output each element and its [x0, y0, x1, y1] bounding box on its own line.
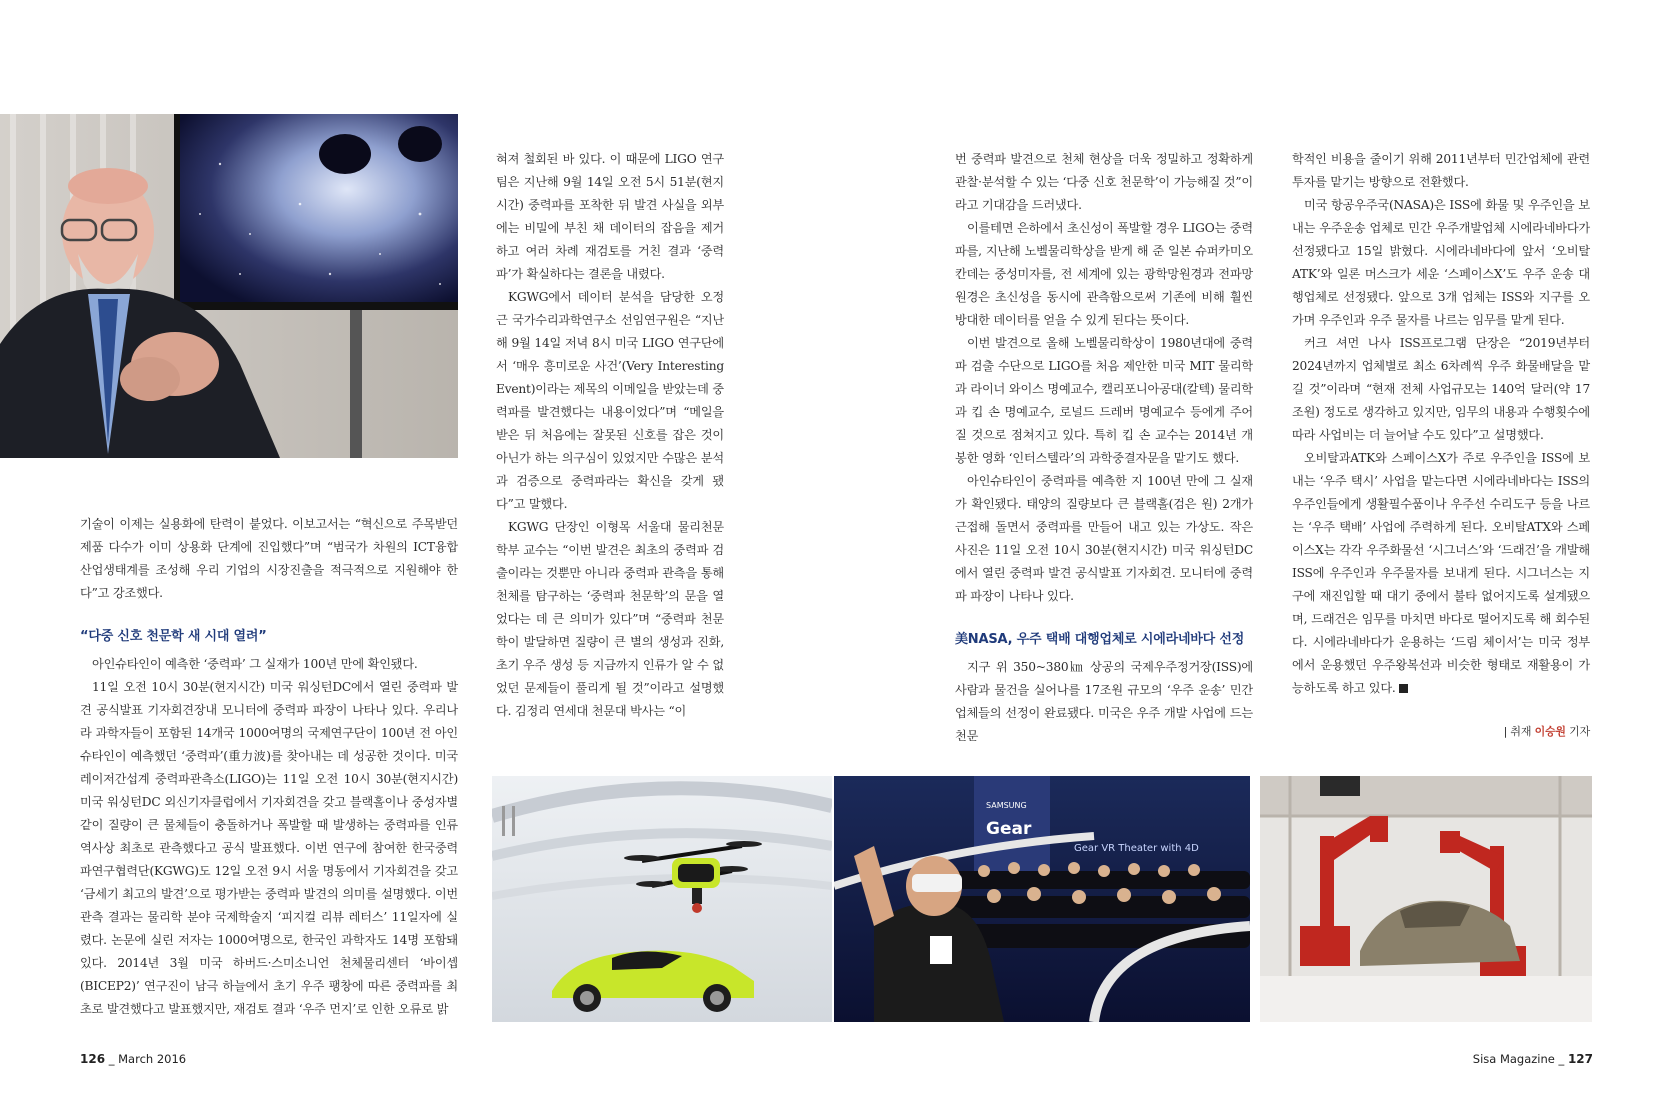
byline-label: | 취재 [1503, 725, 1532, 738]
left-folio [80, 1052, 186, 1066]
left-page-number: 126 [80, 1052, 106, 1066]
byline [1292, 720, 1590, 743]
section-subhead-gravitational-waves: “다중 신호 천문학 새 시대 열려” [80, 629, 267, 644]
article-paragraph: 혀져 철회된 바 있다. 이 때문에 LIGO 연구팀은 지난해 9월 14일 오전 5시 51분(현지시간) 중력파를 포착한 뒤 발견 사실을 외부에는 비밀에 부친 채 데이터의 잡음을 제거하고 여러 차례 재검토를 거친 결과 ‘중력파’가 확실하다는 결론을 내렸다. [496, 152, 724, 281]
article-paragraph: KGWG 단장인 이형목 서울대 물리천문학부 교수는 “이번 발견은 최초의 중력파 검출이라는 것뿐만 아니라 중력파 관측을 통해 천체를 탐구하는 ‘중력파 천문학’의 문을 열었다는 데 큰 의미가 있다”며 “중력파 천문학이 발달하면 질량이 큰 별의 생성과 진화, 초기 우주 생성 등 지금까지 인류가 알 수 없었던 문제들이 풀리게 될 것”이라고 설명했다. 김정리 연세대 천문대 박사는 “이 [496, 520, 724, 718]
left-column-2 [496, 148, 724, 723]
article-paragraph: 미국 항공우주국(NASA)은 ISS에 화물 및 우주인을 보내는 우주운송 업체로 민간 우주개발업체 시에라네바다가 선정됐다고 15일 밝혔다. 시에라네바다에 앞서 ‘오비탈ATK’와 일론 머스크가 세운 ‘스페이스X’도 우주 운송 대행업체로 선정됐다. 앞으로 3개 업체는 ISS와 지구를 오가며 우주인과 우주 물자를 나르는 임무를 맡게 된다. [1292, 198, 1590, 327]
drone-car-photo [492, 776, 832, 1022]
scientist-photo [0, 114, 458, 458]
article-paragraph: KGWG에서 데이터 분석을 담당한 오정근 국가수리과학연구소 선임연구원은 “지난해 9월 14일 저녁 8시 미국 LIGO 연구단에서 ‘매우 흥미로운 사건’(Very Interesting Event)이라는 제목의 이메일을 받았는데 중력파를 발견했다는 내용이었다”며 “메일을 받은 뒤 처음에는 잘못된 신호를 잡은 것이 아닌가 하는 의구심이 있었지만 수많은 분석과 검증으로 중력파라는 확신을 갖게 됐다”고 말했다. [496, 290, 724, 511]
right-column-4 [1292, 148, 1590, 743]
end-of-article-mark [1399, 684, 1408, 693]
article-paragraph: 이를테면 은하에서 초신성이 폭발할 경우 LIGO는 중력파를, 지난해 노벨물리학상을 받게 해 준 일본 슈퍼카미오칸데는 중성미자를, 전 세계에 있는 광학망원경과 전파망원경은 초신성을 동시에 관측함으로써 기존에 비해 훨씬 방대한 데이터를 얻을 수 있게 된다는 뜻이다. [955, 221, 1253, 327]
article-paragraph: 번 중력파 발견으로 천체 현상을 더욱 정밀하고 정확하게 관찰·분석할 수 있는 ‘다중 신호 천문학’이 가능해질 것”이라고 기대감을 드러냈다. [955, 152, 1253, 212]
left-folio-text: _ March 2016 [108, 1052, 187, 1066]
byline-suffix: 기자 [1569, 725, 1590, 738]
theater-sign-label: Gear VR Theater with 4D [1074, 843, 1199, 854]
article-paragraph: 이번 발견으로 올해 노벨물리학상이 1980년대에 중력파 검출 수단으로 LIGO를 처음 제안한 미국 MIT 물리학과 라이너 와이스 명예교수, 캘리포니아공대(칼텍) 물리학과 킵 손 명예교수, 로널드 드레버 명예교수 등에게 주어질 것으로 점쳐지고 있다. 특히 킵 손 교수는 2014년 개봉한 영화 ‘인터스텔라’의 과학중결자문을 맡기도 했다. [955, 336, 1253, 465]
gear-label: Gear [986, 819, 1032, 839]
article-paragraph: 기술이 이제는 실용화에 탄력이 붙었다. 이보고서는 “혁신으로 주목받던 제품 다수가 이미 상용화 단계에 진입했다”며 “범국가 차원의 ICT융합 산업생태계를 조성해 우리 기업의 시장진출을 적극적으로 지원해야 한다”고 강조했다. [80, 517, 458, 600]
right-folio-text: Sisa Magazine _ [1472, 1052, 1565, 1066]
factory-robots-photo [1260, 776, 1592, 1022]
article-paragraph: 아인슈타인이 중력파를 예측한 지 100년 만에 그 실재가 확인됐다. 태양의 질량보다 큰 블랙홀(검은 원) 2개가 근접해 돌면서 중력파를 만들어 내고 있는 가상도. 작은 사진은 11일 오전 10시 30분(현지시간) 미국 워싱턴DC에서 열린 중력파 발견 공식발표 기자회견. 모니터에 중력파 파장이 나타나 있다. [955, 474, 1253, 603]
samsung-brand-label: SAMSUNG [986, 801, 1027, 810]
article-paragraph: 아인슈타인이 예측한 ‘중력파’ 그 실재가 100년 만에 확인됐다. [92, 657, 418, 671]
section-subhead-nasa: 美NASA, 우주 택배 대행업체로 시에라네바다 선정 [955, 632, 1245, 647]
article-paragraph: 학적인 비용을 줄이기 위해 2011년부터 민간업체에 관련 투자를 맡기는 방향으로 전환했다. [1292, 152, 1590, 189]
right-page-number: 127 [1567, 1052, 1593, 1066]
article-paragraph: 지구 위 350~380㎞ 상공의 국제우주정거장(ISS)에 사람과 물건을 실어나를 17조원 규모의 ‘우주 운송’ 민간업체들의 선정이 완료됐다. 미국은 우주 개발 사업에 드는 천문 [955, 660, 1253, 743]
right-folio [1473, 1052, 1593, 1066]
byline-name: 이승원 [1534, 725, 1566, 738]
left-column-1 [80, 513, 458, 1021]
article-paragraph: 오비탈과ATK와 스페이스X가 주로 우주인을 ISS에 보내는 ‘우주 택시’ 사업을 맡는다면 시에라네바다는 ISS의 우주인들에게 생활필수품이나 우주선 수리도구 등을 나르는 ‘우주 택배’ 사업에 주력하게 된다. 오비탈ATX와 스페이스X는 각각 우주화물선 ‘시그너스’와 ‘드래건’을 개발해 ISS에 우주인과 우주물자를 보내게 된다. 시그너스는 지구에 재진입할 때 대기 중에서 불타 없어지도록 설계됐으며, 드래건은 임무를 마치면 바다로 떨어지도록 해 회수된다. 시에라네바다가 운용하는 ‘드림 체이서’는 미국 정부에서 운용했던 우주왕복선과 비슷한 형태로 재활용이 가능하도록 하고 있다. [1292, 451, 1590, 695]
article-paragraph: 11일 오전 10시 30분(현지시간) 미국 워싱턴DC에서 열린 중력파 발견 공식발표 기자회견장내 모니터에 중력파 파장이 나타나 있다. 우리나라 과학자들이 포함된 14개국 1000여명의 국제연구단이 100년 전 아인슈타인이 예측했던 ‘중력파’(重力波)를 찾아내는 데 성공한 것이다. 미국 레이저간섭계 중력파관측소(LIGO)는 11일 오전 10시 30분(현지시간) 미국 워싱턴DC 외신기자클럽에서 기자회견을 갖고 블랙홀이나 중성자별 같이 질량이 큰 물체들이 충돌하거나 폭발할 때 발생하는 중력파를 인류 역사상 최초로 관측했다고 공식 발표했다. 이번 연구에 참여한 한국중력파연구협력단(KGWG)도 12일 오전 9시 서울 명동에서 기자회견을 갖고 ‘금세기 최고의 발견’으로 평가받는 중력파 발견의 의미를 설명했다. 이번 관측 결과는 물리학 분야 국제학술지 ‘피지컬 리뷰 레터스’ 11일자에 실렸다. 논문에 실린 저자는 1000여명으로, 한국인 과학자도 14명 포함돼 있다. 2014년 3월 미국 하버드·스미소니언 천체물리센터 ‘바이셉(BICEP2)’ 연구진이 남극 하늘에서 초기 우주 팽창에 따른 중력파를 최초로 발견했다고 발표했지만, 재검토 결과 ‘우주 먼지’로 인한 오류로 밝 [80, 680, 458, 1016]
vr-theater-photo [834, 776, 1250, 1022]
right-column-3 [955, 148, 1253, 748]
article-paragraph: 커크 셔먼 나사 ISS프로그램 단장은 “2019년부터 2024년까지 업체별로 최소 6차례씩 우주 화물배달을 맡길 것”이라며 “현재 전체 사업규모는 140억 달러(약 17조원) 정도로 생각하고 있지만, 임무의 내용과 수행횟수에 따라 사업비는 더 늘어날 수도 있다”고 설명했다. [1292, 336, 1590, 442]
